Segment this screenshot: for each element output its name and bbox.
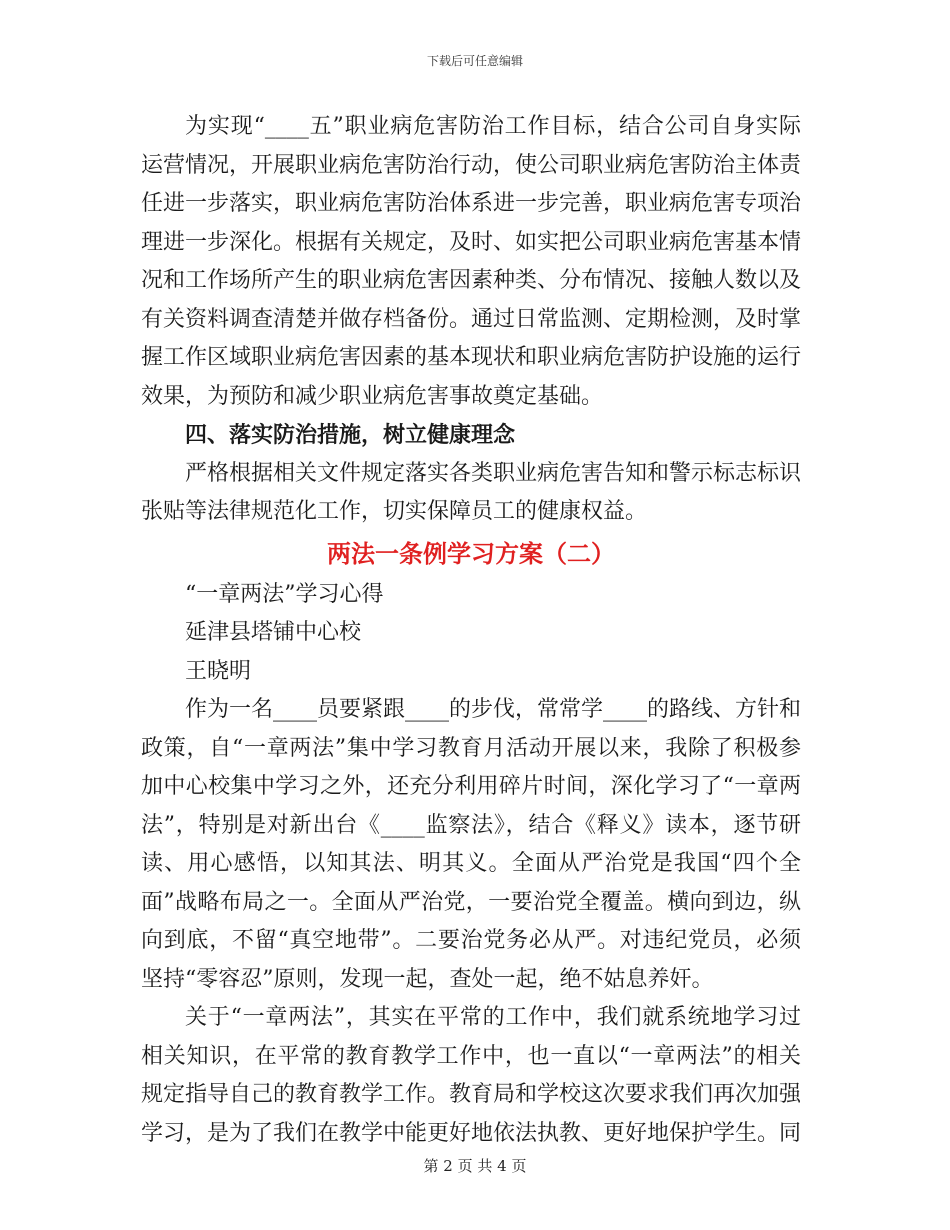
document-body [141,108,801,1153]
section-heading: 四、落实防治措施，树立健康理念 [185,422,516,448]
paragraph-teaching-work: 关于“一章两法”，其实在平常的工作中，我们就系统地学习过相关知识，在平常的教育教学工作中，也一直以“一章两法”的相关规定指导自己的教育教学工作。教育局和学校这次要求我们再次加强学习，是为了我们在教学中能更好地依法执教、更好地保护学生。同 [141,1005,802,1146]
school-name: 延津县塔铺中心校 [185,620,362,645]
document-title: 两法一条例学习方案（二） [327,538,615,568]
author-name: 王晓明 [185,658,252,684]
paragraph-study-reflection: 作为一名____员要紧跟____的步伐，常常学____的路线、方针和政策，自“一章两法”集中学习教育月活动开展以来，我除了积极参加中心校集中学习之外，还充分利用碎片时间，深化学习了“一章两法”，特别是对新出台《____监察法》，结合《释义》读本，逐节研读、用心感悟，以知其法、明其义。全面从严治党是我国“四个全面”战略布局之一。全面从严治党，一要治党全覆盖。横向到边，纵向到底，不留“真空地带”。二要治党务必从严。对违纪党员，必须坚持“零容忍”原则，发现一起，查处一起，绝不姑息养奸。 [141,697,802,992]
paragraph-occupational-disease-goals: 为实现“____五”职业病危害防治工作目标，结合公司自身实际运营情况，开展职业病危害防治行动，使公司职业病危害防治主体责任进一步落实，职业病危害防治体系进一步完善，职业病危害专项治理进一步深化。根据有关规定，及时、如实把公司职业病危害基本情况和工作场所产生的职业病危害因素种类、分布情况、接触人数以及有关资料调查清楚并做存档备份。通过日常监测、定期检测，及时掌握工作区域职业病危害因素的基本现状和职业病危害防护设施的运行效果，为预防和减少职业病危害事故奠定基础。 [141,114,802,409]
essay-subtitle: “一章两法”学习心得 [185,581,384,607]
page-header: 下载后可任意编辑 [426,54,523,68]
page-footer: 第 2 页 共 4 页 [423,1157,527,1175]
paragraph-warning-signs: 严格根据相关文件规定落实各类职业病危害告知和警示标志标识张贴等法律规范化工作，切实保障员工的健康权益。 [141,460,802,524]
